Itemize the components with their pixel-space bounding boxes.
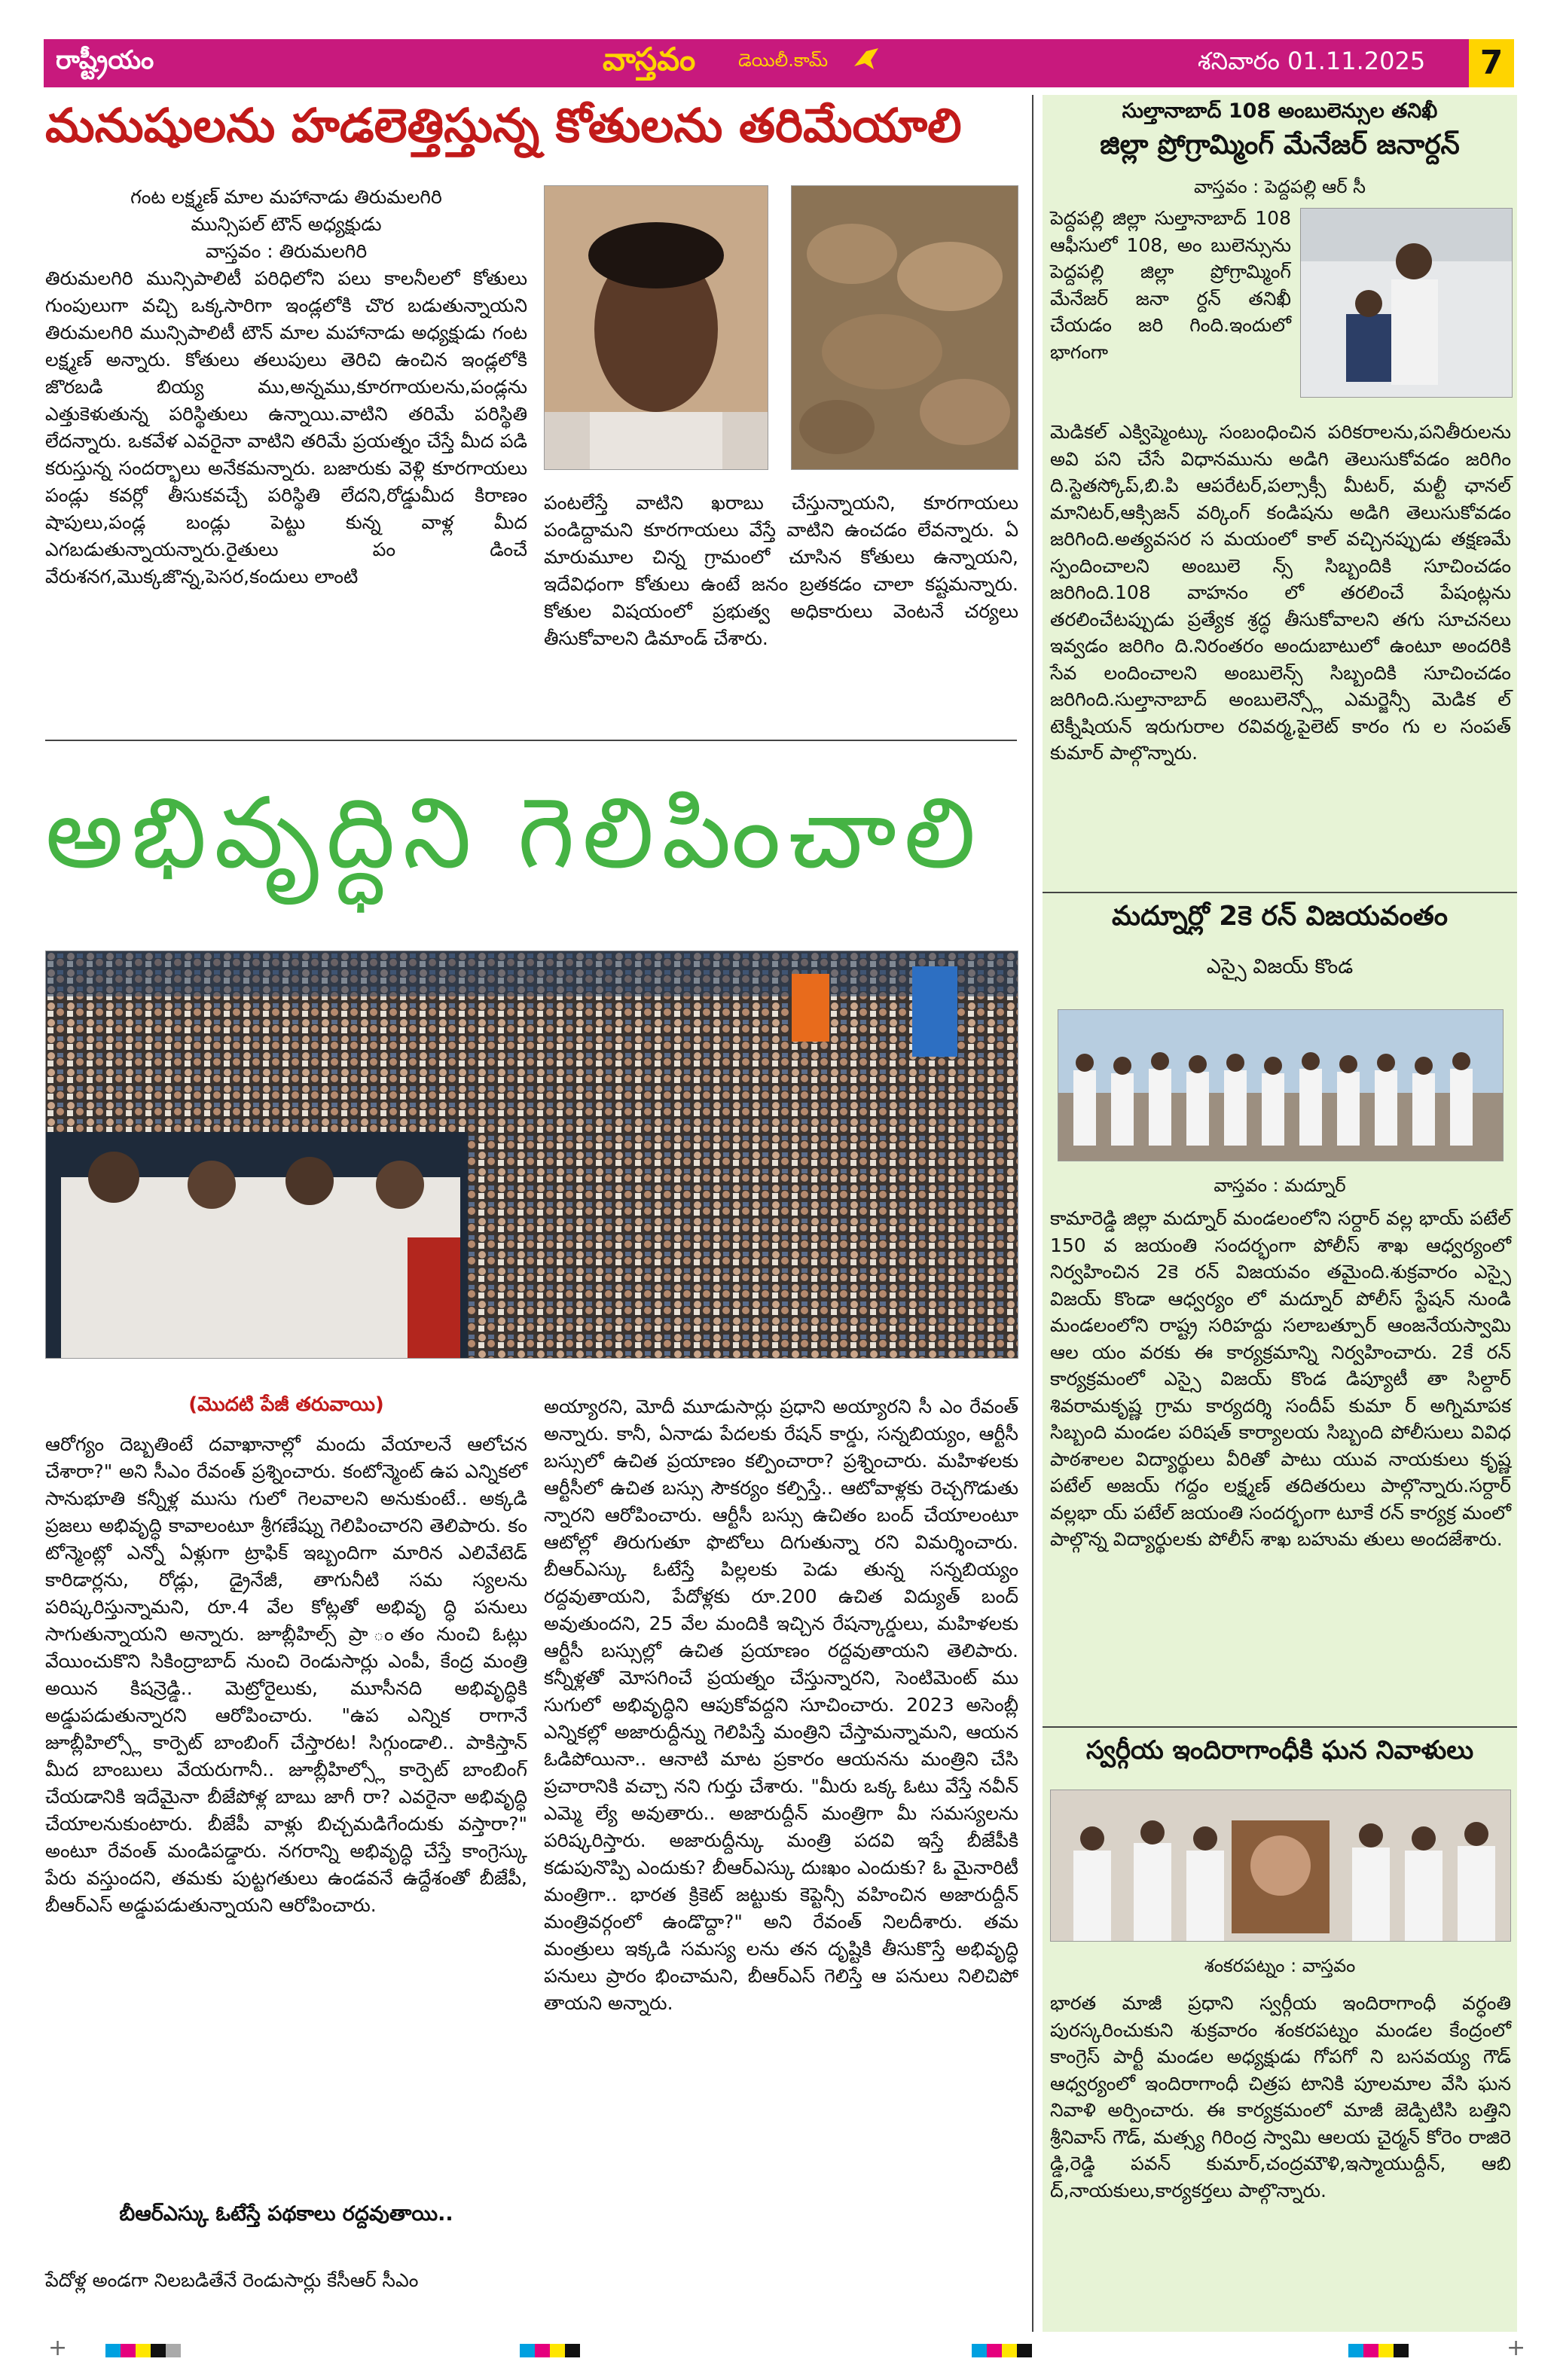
main-text-col1-tail: పేదోళ్ల అండగా నిలబడితేనే రెండుసార్లు కేసీఆర్ సీఎం: [45, 2269, 419, 2291]
cmyk-swatch: [1363, 2344, 1378, 2357]
section-name: రాష్ట్రీయం: [56, 45, 154, 75]
cmyk-swatch: [972, 2344, 987, 2357]
cmyk-swatch: [1002, 2344, 1017, 2357]
108-text-top: పెద్దపల్లి జిల్లా సుల్తానాబాద్ 108 ఆఫీసులో 108, అం బులెన్సును పెద్దపల్లి జిల్లా ప్రోగ్రామ్మింగ్ మేనేజర్ జనా ర్దన్ తనిఖీ చేయడం జరి గింది.ఇందులో భాగంగా: [1050, 207, 1291, 363]
indira-text: భారత మాజీ ప్రధాని స్వర్గీయ ఇందిరాగాంధీ వర్ధంతి పురస్కరించుకుని శుక్రవారం శంకరపట్నం మండల కేంద్రంలో కాంగ్రెస్ పార్టీ మండల అధ్యక్షుడు గోపగో ని బసవయ్య గౌడ్ ఆధ్వర్యంలో ఇందిరాగాంధీ చిత్రప టానికి పూలమాల వేసి ఘన నివాళి అర్పించారు. ఈ కార్యక్రమంలో మాజీ జెడ్పిటిసి బత్తిని శ్రీనివాస్ గౌడ్, మత్స్య గిరింద్ర స్వామి ఆలయ చైర్మన్ కోరెం రాజిరె డ్డి,రెడ్డి పవన్ కుమార్,చంద్రమౌళి,ఇస్మాయుద్దీన్, ఆబి ద్,నాయకులు,కార్యకర్తలు పాల్గొన్నారు.: [1050, 1992, 1511, 2202]
section-divider: [45, 740, 1017, 741]
crop-mark-left: +: [48, 2335, 68, 2361]
issue-date: శనివారం 01.11.2025: [1198, 47, 1426, 75]
cmyk-swatch: [105, 2344, 121, 2357]
2k-run-headline: మద్నూర్లో 2కె రన్ విజయవంతం: [1111, 901, 1448, 932]
main-text-col2: అయ్యారని, మోదీ మూడుసార్లు ప్రధాని అయ్యారని సీ ఎం రేవంత్ అన్నారు. కానీ, ఏనాడు పేదలకు రేషన్ కార్డు, సన్నబియ్యం, ఆర్టీసీ బస్సులో ఉచిత ప్రయాణం కల్పించారా? ప్రశ్నించారు. మహిళలకు ఆర్టీసీలో ఉచిత బస్సు సౌకర్యం కల్పిస్తే.. ఆటోవాళ్లకు రెచ్చగొడుతు న్నారని ఆరోపించారు. ఆర్టీసీ బస్సు ఉచితం బంద్ చేయాలంటూ ఆటోల్లో తిరుగుతూ ఫొటోలు దిగుతున్నా రని విమర్శించారు. బీఆర్ఎస్కు ఓటేస్తే పిల్లలకు పెడు తున్న సన్నబియ్యం రద్దవుతాయని, పేదోళ్లకు రూ.200 ఉచిత విద్యుత్ బంద్ అవుతుందని, 25 వేల మందికి ఇచ్చిన రేషన్కార్డులు, మహిళలకు ఆర్టీసీ బస్సుల్లో ఉచిత ప్రయాణం రద్దవుతాయని తెలిపారు. కన్నీళ్లతో మోసగించే ప్రయత్నం చేస్తున్నారని, సెంటిమెంట్ ము సుగులో అభివృద్ధిని ఆపుకోవద్దని సూచించారు. 2023 అసెంబ్లీ ఎన్నికల్లో అజారుద్దీన్ను గెలిపిస్తే మంత్రిని చేస్తామన్నామని, ఆయన ఓడిపోయినా.. ఆనాటి మాట ప్రకారం ఆయనను మంత్రిని చేసి ప్రచారానికి వచ్చా నని గుర్తు చేశారు. "మీరు ఒక్క ఓటు వేస్తే నవీన్ ఎమ్మె ల్యే అవుతారు.. అజారుద్దీన్ మంత్రిగా మీ సమస్యలను పరిష్కరిస్తారు. అజారుద్దీన్కు మంత్రి పదవి ఇస్తే బీజేపీకి కడుపునొప్పి ఎందుకు? బీఆర్ఎస్కు దుఃఖం ఎందుకు? ఓ మైనారిటీ మంత్రిగా.. భారత క్రికెట్ జట్టుకు కెప్టెన్సీ వహించిన అజారుద్దీన్ మంత్రివర్గంలో ఉండొద్దా?" అని రేవంత్ నిలదీశారు. తమ మంత్రులు ఇక్కడి సమస్య లను తన దృష్టికి తీసుకొస్తే అభివృద్ధి పనులు ప్రారం భించామని, బీఆర్ఎస్ గెలిస్తే ఆ పనులు నిలిచిపో తాయని అన్నారు.: [544, 1396, 1018, 2014]
108-headline: జిల్లా ప్రోగ్రామ్మింగ్ మేనేజర్ జనార్దన్: [1100, 130, 1460, 160]
monkeys-text-col1: తిరుమలగిరి మున్సిపాలిటీ పరిధిలోని పలు కాలనీలలో కోతులు గుంపులుగా వచ్చి ఒక్కసారిగా ఇండ్లలోకి చొర బడుతున్నాయని తిరుమలగిరి మున్సిపాలిటీ టౌన్ మాల మహానాడు అధ్యక్షుడు గంట లక్ష్మణ్ అన్నారు. కోతులు తలుపులు తెరిచి ఉంచిన ఇండ్లలోకి జొరబడి బియ్య ము,అన్నము,కూరగాయలను,పండ్లను ఎత్తుకెళుతున్న పరిస్థితులు ఉన్నాయి.వాటిని తరిమే పరిస్థితి లేదన్నారు. ఒకవేళ ఎవరైనా వాటిని తరిమే ప్రయత్నం చేస్తే మీద పడి కరుస్తున్న సందర్భాలు అనేకమన్నారు. బజారుకు వెళ్లి కూరగాయలు పండ్లు కవర్లో తీసుకవచ్చే పరిస్థితి లేదని,రోడ్డుమీద కిరాణం షాపులు,పండ్ల బండ్లు పెట్టు కున్న వాళ్ల మీద ఎగబడుతున్నాయన్నారు.రైతులు పం డించే వేరుశనగ,మొక్కజొన్న,పెసర,కందులు లాంటి: [45, 267, 527, 587]
cmyk-swatch: [987, 2344, 1002, 2357]
crop-mark-right: +: [1507, 2335, 1526, 2361]
bird-logo-icon: [851, 44, 881, 74]
cmyk-swatch: [565, 2344, 580, 2357]
108-text-body: మెడికల్ ఎక్విప్మెంట్కు సంబంధించిన పరికరాలను,పనితీరులను అవి పని చేసే విధానమును అడిగి తెలుసుకోవడం జరిగిం ది.స్టెతస్కోప్,బి.పి ఆపరేటర్,పల్సాక్సీ మీటర్, మల్టీ ఛానల్ మానిటర్,ఆక్సిజన్ వర్కింగ్ కండిషను అడిగి తెలుసుకోవడం జరిగింది.అత్యవసర స మయంలో కాల్ వచ్చినప్పుడు తక్షణమే స్పందించాలని అంబులె న్స్ సిబ్బందికి సూచించడం జరిగింది.108 వాహనం లో తరలించే పేషంట్లను తరలించేటప్పుడు ప్రత్యేక శ్రద్ధ తీసుకోవాలని తగు సూచనలు ఇవ్వడం జరిగిం ది.నిరంతరం అందుబాటులో ఉంటూ అందరికి సేవ లందించాలని అంబులెన్స్ సిబ్బందికి సూచించడం జరిగింది.సుల్తానాబాద్ అంబులెన్స్లో ఎమర్జెన్సీ మెడిక ల్ టెక్నీషియన్ ఇరుగురాల రవివర్మ,పైలెట్ కారం గు ల సంపత్ కుమార్ పాల్గొన్నారు.: [1050, 421, 1511, 764]
continued-from-front: (మొదటి పేజీ తరువాయి): [188, 1393, 384, 1416]
2k-run-text: కామారెడ్డి జిల్లా మద్నూర్ మండలంలోని సర్దార్ వల్ల భాయ్ పటేల్ 150 వ జయంతి సందర్భంగా పోలీస్ శాఖ ఆధ్వర్యంలో నిర్వహించిన 2కె రన్ విజయవం తమైంది.శుక్రవారం ఎస్సై విజయ్ కొండా ఆధ్వర్యం లో మద్నూర్ పోలీస్ స్టేషన్ నుండి మండలంలోని రాష్ట్ర సరిహద్దు సలాబత్పూర్ ఆంజనేయస్వామి ఆల యం వరకు ఈ కార్యక్రమాన్ని నిర్వహించారు. 2కే రన్ కార్యక్రమంలో ఎస్సై విజయ్ కొండ డిప్యూటీ తా సిల్దార్ శివరామకృష్ణ గ్రామ కార్యదర్శి సందీప్ కుమా ర్ అగ్నిమాపక సిబ్బంది మండల పరిషత్ కార్యాలయ సిబ్బంది పోలీసులు వివిధ పాఠశాలల విద్యార్థులు వీరితో పాటు యువ నాయకులు కృష్ణ పటేల్ అజయ్ గద్దం లక్ష్మణ్ తదితరులు పాల్గొన్నారు.సర్దార్ వల్లభా య్ పటేల్ జయంతి సందర్భంగా టూకే రన్ కార్యక్ర మంలో పాల్గొన్న విద్యార్థులకు పోలీస్ శాఖ బహుమ తులు అందజేశారు.: [1050, 1207, 1511, 1550]
column-rule: [1032, 95, 1033, 2332]
main-subhead: బీఆర్ఎస్కు ఓటేస్తే పథకాలు రద్దవుతాయి..: [119, 2202, 453, 2226]
indira-tribute-photo: [1050, 1790, 1511, 1942]
cmyk-swatch: [550, 2344, 565, 2357]
indira-headline: స్వర్గీయ ఇందిరాగాంధీకి ఘన నివాళులు: [1085, 1735, 1474, 1765]
portrait-photo: [544, 185, 768, 470]
main-headline: అభివృద్ధిని గెలిపించాలి: [45, 776, 984, 890]
108-dateline: వాస్తవం : పెద్దపల్లి ఆర్ సీ: [1194, 176, 1366, 197]
monkeys-byline: [45, 184, 527, 265]
byline-line-2: మున్సిపల్ టౌన్ అధ్యక్షుడు: [191, 213, 382, 235]
byline-line-1: గంట లక్ష్మణ్ మాల మహానాడు తిరుమలగిరి: [130, 186, 442, 208]
monkeys-photo: [791, 185, 1018, 470]
monkeys-dateline: వాస్తవం : తిరుమలగిరి: [205, 240, 368, 262]
cmyk-swatch: [1348, 2344, 1363, 2357]
cmyk-swatch: [1017, 2344, 1032, 2357]
brand-subtitle: డెయిలీ.కామ్: [738, 50, 829, 71]
right-divider-1: [1043, 892, 1517, 893]
page-number: 7: [1469, 39, 1514, 87]
cmyk-swatch: [535, 2344, 550, 2357]
monkeys-text-col2: పంటలేస్తే వాటిని ఖరాబు చేస్తున్నాయని, కూరగాయలు పండిద్దామని కూరగాయలు వేస్తే వాటిని ఉంచడం లేవన్నారు. ఏ మారుమూల చిన్న గ్రామంలో చూసిన కోతులు ఉన్నాయని, ఇదేవిధంగా కోతులు ఉంటే జనం బ్రతకడం చాలా కష్టమన్నారు. కోతుల విషయంలో ప్రభుత్వ అధికారులు వెంటనే చర్యలు తీసుకోవాలని డిమాండ్ చేశారు.: [544, 492, 1018, 649]
newspaper-brand: వాస్తవం: [603, 41, 696, 78]
2k-run-subhead: ఎస్సై విజయ్ కొండ: [1206, 955, 1354, 978]
cmyk-swatch: [151, 2344, 166, 2357]
cmyk-swatch: [121, 2344, 136, 2357]
cmyk-swatch: [136, 2344, 151, 2357]
ambulance-inspection-photo: [1300, 208, 1513, 398]
cmyk-swatch: [1394, 2344, 1409, 2357]
main-text-col1: ఆరోగ్యం దెబ్బతింటే దవాఖానాల్లో మందు వేయాలనే ఆలోచన చేశారా?" అని సీఎం రేవంత్ ప్రశ్నించారు. కంటోన్మెంట్ ఉప ఎన్నికలో సానుభూతి కన్నీళ్ల ముసు గులో గెలవాలని అనుకుంటే.. అక్కడి ప్రజలు అభివృద్ధి కావాలంటూ శ్రీగణేష్ను గెలిపించారని తెలిపారు. కం టోన్మెంట్లో ఎన్నో ఏళ్లుగా ట్రాఫిక్ ఇబ్బందిగా మారిన ఎలివేటెడ్ కారిడార్లను, రోడ్లు, డ్రైనేజీ, తాగునీటి సమ స్యలను పరిష్కరిస్తున్నామని, రూ.4 వేల కోట్లతో అభివృ ద్ధి పనులు సాగుతున్నాయని అన్నారు. జూబ్లీహిల్స్ ప్రా ంతం నుంచి ఓట్లు వేయించుకొని సికింద్రాబాద్ నుంచి రెండుసార్లు ఎంపీ, కేంద్ర మంత్రి అయిన కిషన్రెడ్డి.. మెట్రోరైలుకు, మూసీనది అభివృద్ధికి అడ్డుపడుతున్నారని ఆరోపించారు. "ఉప ఎన్నిక రాగానే జూబ్లీహిల్స్లో కార్పెట్ బాంబింగ్ చేస్తారట! సిగ్గుండాలి.. పాకిస్తాన్ మీద బాంబులు వేయరుగానీ.. జూబ్లీహిల్స్లో కార్పెట్ బాంబింగ్ చేయడానికి ఇదేమైనా బీజేపోళ్ల బాబు జాగీ రా? ఎవరైనా అభివృద్ధి చేయాలనుకుంటారు. బీజేపీ వాళ్లు బిచ్చమడిగేందుకు వస్తారా?" అంటూ రేవంత్ మండిపడ్డారు. నగరాన్ని అభివృద్ధి చేస్తే కాంగ్రెస్కు పేరు వస్తుందని, తమకు పుట్టగతులు ఉండవనే ఉద్దేశంతో బీజేపీ, బీఆర్ఎస్ అడ్డుపడుతున్నాయని ఆరోపించారు.: [45, 1433, 527, 1916]
cmyk-swatch: [166, 2344, 181, 2357]
2k-run-dateline: వాస్తవం : మద్నూర్: [1214, 1175, 1346, 1196]
108-kicker: సుల్తానాబాద్ 108 అంబులెన్సుల తనిఖీ: [1122, 99, 1438, 123]
right-divider-2: [1043, 1726, 1517, 1728]
cmyk-swatch: [1378, 2344, 1394, 2357]
2k-run-group-photo: [1058, 1009, 1504, 1161]
cmyk-swatch: [520, 2344, 535, 2357]
indira-dateline: శంకరపట్నం : వాస్తవం: [1204, 1955, 1356, 1976]
monkeys-headline: మనుషులను హడలెత్తిస్తున్న కోతులను తరిమేయాలి: [45, 98, 962, 153]
rally-crowd-photo: [45, 950, 1018, 1359]
